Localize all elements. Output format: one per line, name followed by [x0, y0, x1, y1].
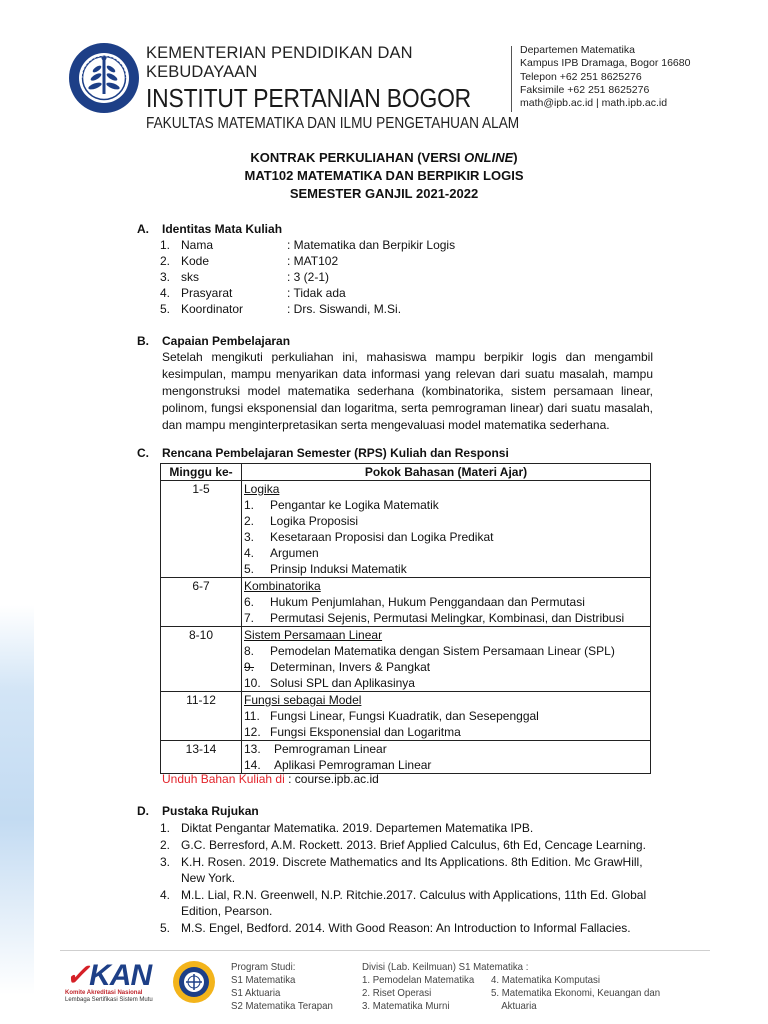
list-item	[160, 285, 455, 301]
item-number: 2.	[160, 838, 171, 852]
section-title: Capaian Pembelajaran	[162, 334, 291, 348]
reference-list	[160, 820, 652, 937]
table-row	[161, 692, 651, 741]
item-number: 3.	[160, 270, 171, 284]
item-number: 1.	[244, 498, 255, 512]
item-text: Kesetaraan Proposisi dan Logika Predikat	[270, 530, 494, 544]
kan-line-2: Lembaga Sertifikasi Sistem Mutu	[65, 997, 153, 1003]
column-header-week: Minggu ke-	[161, 464, 242, 481]
topic-item	[244, 675, 648, 691]
item-number: 1.	[160, 238, 171, 252]
item-key: Kode	[181, 254, 210, 268]
item-text: Fungsi Eksponensial dan Logaritma	[270, 725, 461, 739]
footer-divider	[60, 950, 710, 951]
item-key: Koordinator	[181, 302, 244, 316]
section-a-heading	[137, 222, 282, 236]
contact-line: math@ipb.ac.id | math.ipb.ac.id	[520, 97, 668, 110]
topic-cell	[242, 481, 651, 578]
topic-item	[244, 757, 648, 773]
item-number: 5.	[160, 302, 171, 316]
kan-logo-text: KAN	[89, 959, 152, 992]
list-item	[160, 820, 652, 836]
item-number: 13.	[244, 742, 261, 756]
item-number: 10.	[244, 676, 261, 690]
course-identity-list	[160, 237, 455, 317]
faculty-name: FAKULTAS MATEMATIKA DAN ILMU PENGETAHUAN ALAM	[146, 115, 520, 132]
title-line-1	[0, 149, 768, 167]
item-text: Fungsi Linear, Fungsi Kuadratik, dan Sesepenggal	[270, 709, 539, 723]
table-header-row	[161, 464, 651, 481]
kan-line-1: Komite Akreditasi Nasional	[65, 990, 143, 996]
section-b-heading	[137, 334, 290, 348]
kan-logo-mark	[65, 959, 175, 992]
item-number: 1.	[160, 821, 171, 835]
section-title: Identitas Mata Kuliah	[162, 222, 283, 236]
contact-line: Telepon +62 251 8625276	[520, 70, 642, 83]
item-text: Solusi SPL dan Aplikasinya	[270, 676, 415, 690]
division-item: Aktuaria	[491, 1000, 537, 1012]
programs-title: Program Studi:	[231, 961, 296, 973]
download-link[interactable]: : course.ipb.ac.id	[284, 772, 379, 786]
ministry-name: KEMENTERIAN PENDIDIKAN DAN KEBUDAYAAN	[146, 44, 413, 81]
program-item: S1 Aktuaria	[231, 987, 281, 999]
contact-line: Departemen Matematika	[520, 44, 635, 56]
footer-programs	[231, 961, 342, 1013]
header-divider	[511, 46, 512, 112]
item-text: Aplikasi Pemrograman Linear	[274, 758, 432, 772]
topic-item	[244, 513, 648, 529]
list-item	[160, 237, 455, 253]
topic-item	[244, 594, 648, 610]
item-key: sks	[181, 270, 199, 284]
item-number: 6.	[244, 595, 255, 609]
document-title	[0, 149, 768, 203]
section-d-heading	[137, 804, 259, 818]
section-letter: B.	[137, 334, 149, 348]
list-item	[160, 269, 455, 285]
item-number: 9.	[244, 660, 255, 674]
download-note	[162, 772, 379, 786]
section-letter: D.	[137, 804, 149, 818]
week-cell: 8-10	[161, 627, 242, 692]
item-number: 11.	[244, 709, 260, 723]
column-header-topic: Pokok Bahasan (Materi Ajar)	[242, 464, 651, 481]
item-number: 4.	[244, 546, 255, 560]
item-number: 8.	[244, 644, 255, 658]
topic-item	[244, 561, 648, 577]
topic-title: Kombinatorika	[244, 579, 321, 593]
list-item	[160, 301, 455, 317]
side-decoration	[0, 605, 34, 995]
item-text: M.L. Lial, R.N. Greenwell, N.P. Ritchie.2017. Calculus with Applications, 11th Ed. Global Edition, Pearson.	[181, 888, 647, 918]
item-text: Pemrograman Linear	[274, 742, 387, 756]
division-item: 3. Matematika Murni	[362, 1000, 450, 1012]
kan-check-icon: ✓	[65, 959, 90, 992]
topic-item	[244, 529, 648, 545]
header-title-block	[146, 44, 520, 133]
item-number: 5.	[244, 562, 255, 576]
program-item: S2 Matematika Terapan	[231, 1000, 333, 1012]
item-number: 7.	[244, 611, 255, 625]
sics-certification-icon	[172, 960, 216, 1004]
week-cell: 11-12	[161, 692, 242, 741]
item-text: Prinsip Induksi Matematik	[270, 562, 407, 576]
item-text: Pemodelan Matematika dengan Sistem Persamaan Linear (SPL)	[270, 644, 615, 658]
list-item	[160, 920, 652, 936]
item-text: Determinan, Invers & Pangkat	[270, 660, 431, 674]
topic-item	[244, 741, 648, 757]
week-cell: 13-14	[161, 741, 242, 774]
topic-item	[244, 659, 648, 675]
division-item: 5. Matematika Ekonomi, Keuangan dan	[491, 987, 661, 999]
topic-title: Logika	[244, 482, 280, 496]
kan-logo	[65, 959, 175, 1004]
download-label: Unduh Bahan Kuliah di	[162, 772, 285, 786]
topic-item	[244, 643, 648, 659]
item-number: 2.	[244, 514, 255, 528]
item-text: Pengantar ke Logika Matematik	[270, 498, 439, 512]
item-text: Logika Proposisi	[270, 514, 359, 528]
item-text: M.S. Engel, Bedford. 2014. With Good Reason: An Introduction to Informal Fallacies.	[181, 921, 631, 935]
table-row	[161, 578, 651, 627]
learning-outcomes-text: Setelah mengikuti perkuliahan ini, mahasiswa mampu berpikir logis dan mengambil kesimpulan, mampu menyarikan data informasi yang relevan dari suatu masalah, mampu mengonstruksi model matematika sederhana (kombinatorika, sistem persamaan linear, polinom, fungsi eksponensial dan logaritma, serta pemrograman linear) dari suatu masalah, dan mampu menginterpretasikan serta mengevaluasi model matematika sederhana.	[162, 350, 653, 432]
program-item: S1 Matematika	[231, 974, 296, 986]
topic-title: Fungsi sebagai Model	[244, 693, 362, 707]
title-line-2: MAT102 MATEMATIKA DAN BERPIKIR LOGIS	[244, 168, 524, 183]
topic-cell	[242, 578, 651, 627]
contact-line: Kampus IPB Dramaga, Bogor 16680	[520, 57, 691, 70]
topic-item	[244, 610, 648, 626]
header-contact	[520, 44, 690, 110]
item-key: Prasyarat	[181, 286, 233, 300]
week-cell: 6-7	[161, 578, 242, 627]
week-cell: 1-5	[161, 481, 242, 578]
item-number: 3.	[244, 530, 255, 544]
topic-item	[244, 545, 648, 561]
item-value: : MAT102	[287, 254, 339, 268]
topic-item	[244, 497, 648, 513]
topic-cell	[242, 692, 651, 741]
item-value: : 3 (2-1)	[287, 270, 330, 284]
item-text: Hukum Penjumlahan, Hukum Penggandaan dan Permutasi	[270, 595, 585, 609]
title-italic: ONLINE	[464, 150, 514, 165]
item-text: Argumen	[270, 546, 319, 560]
item-text: K.H. Rosen. 2019. Discrete Mathematics and Its Applications. 8th Edition. Mc GrawHill, New York.	[181, 855, 643, 885]
item-text: G.C. Berresford, A.M. Rockett. 2013. Brief Applied Calculus, 6th Ed, Cencage Learning.	[181, 838, 646, 852]
section-letter: A.	[137, 222, 149, 236]
list-item	[160, 253, 455, 269]
item-number: 14.	[244, 758, 261, 772]
section-title: Rencana Pembelajaran Semester (RPS) Kuliah dan Responsi	[162, 446, 509, 460]
institution-name: INSTITUT PERTANIAN BOGOR	[146, 83, 472, 113]
title-suffix: )	[513, 150, 518, 165]
topic-title: Sistem Persamaan Linear	[244, 628, 383, 642]
title-line-3: SEMESTER GANJIL 2021-2022	[289, 186, 479, 201]
item-key: Nama	[181, 238, 214, 252]
list-item	[160, 887, 652, 919]
topic-cell	[242, 741, 651, 774]
item-text: Permutasi Sejenis, Permutasi Melingkar, Kombinasi, dan Distribusi	[270, 611, 625, 625]
footer-divisions-right	[491, 974, 675, 1013]
contact-line: Faksimile +62 251 8625276	[520, 83, 650, 96]
section-title: Pustaka Rujukan	[162, 804, 259, 818]
division-item: 4. Matematika Komputasi	[491, 974, 600, 986]
topic-cell	[242, 627, 651, 692]
item-text: Diktat Pengantar Matematika. 2019. Departemen Matematika IPB.	[181, 821, 534, 835]
item-number: 2.	[160, 254, 171, 268]
table-row	[161, 627, 651, 692]
item-number: 12.	[244, 725, 261, 739]
item-value: : Tidak ada	[287, 286, 346, 300]
section-letter: C.	[137, 446, 149, 460]
item-number: 3.	[160, 855, 171, 869]
divisions-title: Divisi (Lab. Keilmuan) S1 Matematika :	[362, 961, 529, 973]
section-c-heading	[137, 446, 509, 460]
list-item	[160, 854, 652, 886]
item-value: : Matematika dan Berpikir Logis	[287, 238, 456, 252]
item-number: 4.	[160, 888, 171, 902]
topic-item	[244, 708, 648, 724]
table-row	[161, 741, 651, 774]
table-row	[161, 481, 651, 578]
item-number: 4.	[160, 286, 171, 300]
title-prefix: KONTRAK PERKULIAHAN (VERSI	[250, 150, 465, 165]
division-item: 1. Pemodelan Matematika	[362, 974, 475, 986]
topic-item	[244, 724, 648, 740]
item-number: 5.	[160, 921, 171, 935]
division-item: 2. Riset Operasi	[362, 987, 432, 999]
ipb-logo-icon	[68, 42, 140, 114]
list-item	[160, 837, 652, 853]
item-value: : Drs. Siswandi, M.Si.	[287, 302, 402, 316]
rps-table	[160, 463, 651, 774]
